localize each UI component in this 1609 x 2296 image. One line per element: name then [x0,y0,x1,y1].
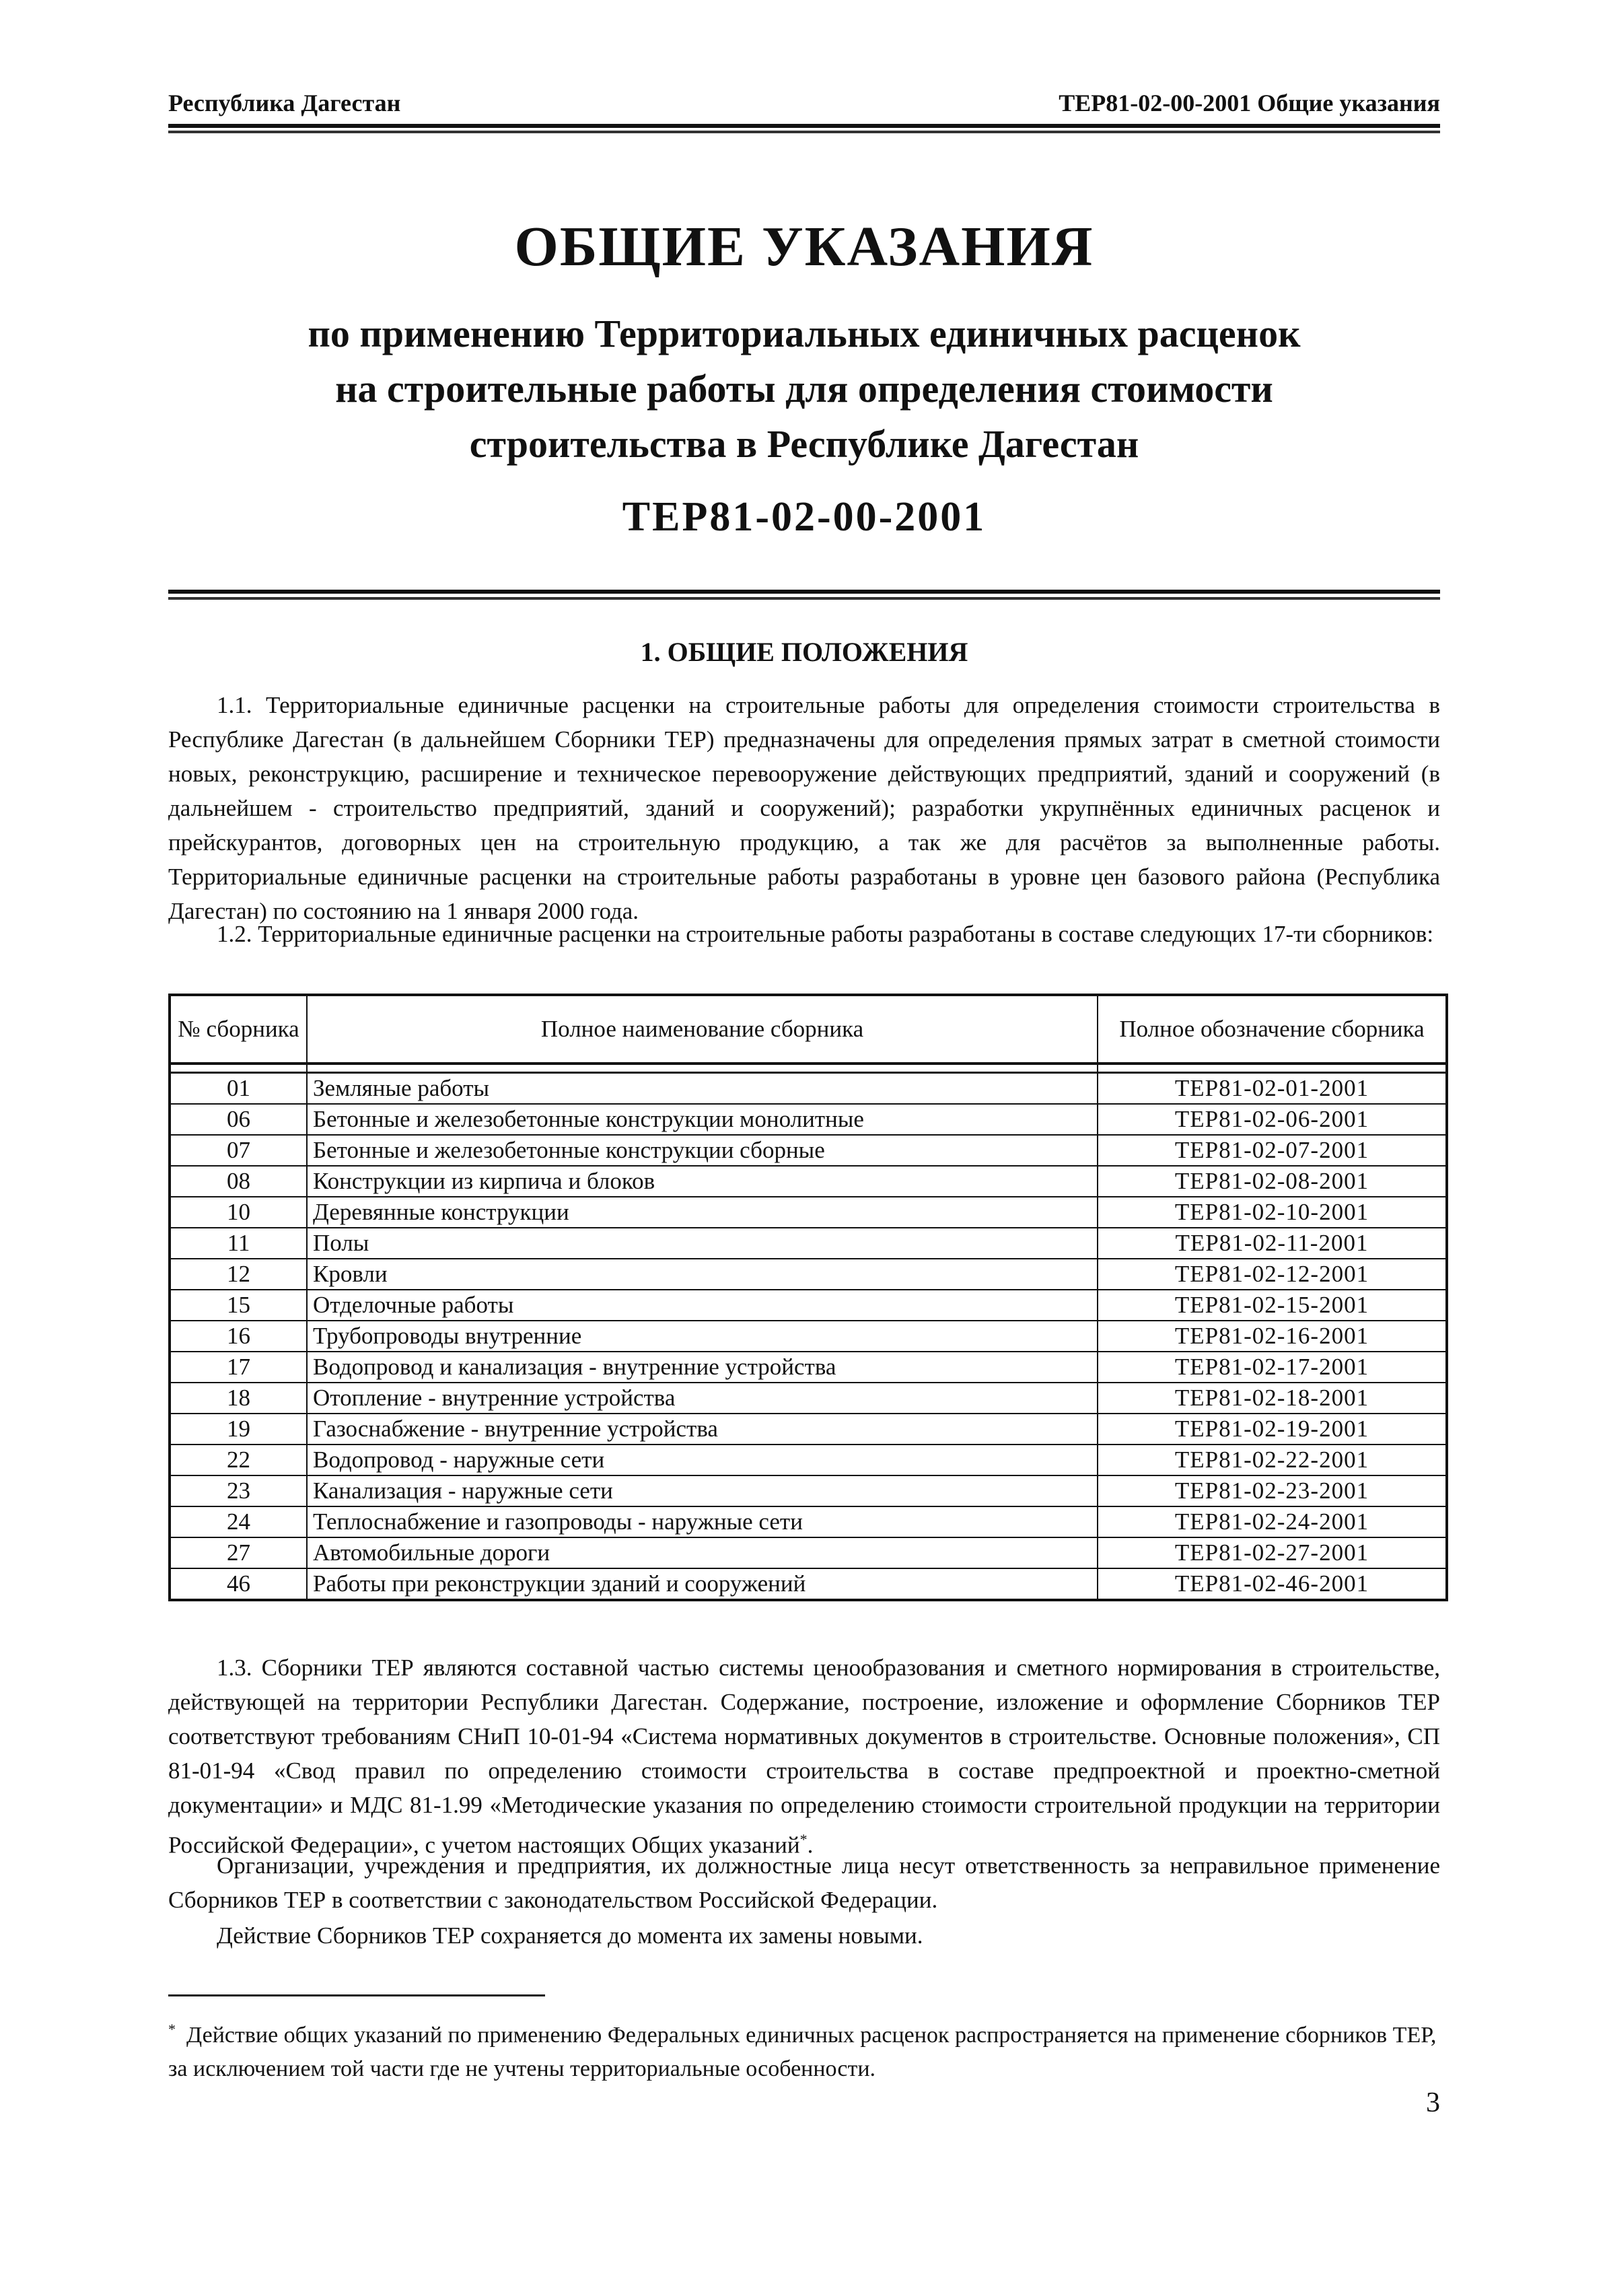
header-collection-code: Полное обозначение сборника [1098,995,1447,1064]
document-subtitle [168,306,1440,472]
table-row [170,1445,1447,1475]
subtitle-line-2: на строительные работы для определения стоимости [335,367,1273,411]
table-row [170,1259,1447,1290]
header-region: Республика Дагестан [168,90,401,116]
cell-collection-name: Бетонные и железобетонные конструкции монолитные [307,1104,1098,1135]
title-rule-secondary [168,597,1440,600]
cell-collection-name: Деревянные конструкции [307,1197,1098,1228]
title-rule [168,590,1440,594]
paragraph-validity: Действие Сборников ТЕР сохраняется до момента их замены новыми. [217,1922,923,1949]
paragraph-1-3-end: . [807,1832,814,1858]
section-heading: 1. ОБЩИЕ ПОЛОЖЕНИЯ [640,637,968,667]
footnote-mark: * [168,2021,176,2038]
paragraph-1-2: 1.2. Территориальные единичные расценки на строительные работы разработаны в составе следующих 17-ти сборников: [217,921,1434,947]
table-row [170,1568,1447,1600]
cell-collection-code: ТЕР81-02-01-2001 [1098,1073,1447,1105]
cell-collection-code: ТЕР81-02-07-2001 [1098,1135,1447,1166]
paragraph-1-3 [168,1650,1440,1863]
cell-collection-number: 01 [170,1073,307,1105]
table-row [170,1506,1447,1537]
cell-collection-name: Автомобильные дороги [307,1537,1098,1568]
document-code-title: ТЕР81-02-00-2001 [622,494,987,540]
paragraph-1-3-text: 1.3. Сборники ТЕР являются составной частью системы ценообразования и сметного нормирования в строительстве, действующей на территории Республики Дагестан. Содержание, построение, изложение и оформление Сборников ТЕР соответствуют требованиям СНиП 10-01-94 «Система нормативных документов в строительстве. Основные положения», СП 81-01-94 «Свод правил по определению стоимости строительства в составе предпроектной и проектно-сметной документации» и МДС 81-1.99 «Методические указания по определению стоимости строительной продукции на территории Российской Федерации», с учетом настоящих Общих указаний [168,1655,1440,1858]
cell-collection-number: 15 [170,1290,307,1321]
table-row [170,1414,1447,1445]
cell-collection-code: ТЕР81-02-12-2001 [1098,1259,1447,1290]
cell-collection-name: Бетонные и железобетонные конструкции сборные [307,1135,1098,1166]
cell-collection-code: ТЕР81-02-15-2001 [1098,1290,1447,1321]
table-row [170,1166,1447,1197]
footnote-text: Действие общих указаний по применению Федеральных единичных расценок распространяется на применение сборников ТЕР, за исключением той части где не учтены территориальные особенности. [168,2023,1437,2082]
running-header [168,89,1440,117]
header-document-code: ТЕР81-02-00-2001 Общие указания [1059,90,1440,116]
cell-collection-number: 12 [170,1259,307,1290]
cell-collection-code: ТЕР81-02-24-2001 [1098,1506,1447,1537]
paragraph-responsibility: Организации, учреждения и предприятия, их должностные лица несут ответственность за неправильное применение Сборников ТЕР в соответствии с законодательством Российской Федерации. [168,1852,1440,1913]
cell-collection-name: Отопление - внутренние устройства [307,1383,1098,1414]
table-row [170,1104,1447,1135]
header-rule-secondary [168,131,1440,133]
cell-collection-code: ТЕР81-02-10-2001 [1098,1197,1447,1228]
cell-collection-code: ТЕР81-02-19-2001 [1098,1414,1447,1445]
cell-collection-name: Водопровод и канализация - внутренние устройства [307,1352,1098,1383]
cell-collection-number: 10 [170,1197,307,1228]
cell-collection-code: ТЕР81-02-18-2001 [1098,1383,1447,1414]
cell-collection-number: 08 [170,1166,307,1197]
cell-collection-name: Земляные работы [307,1073,1098,1105]
table-row [170,1537,1447,1568]
document-title: ОБЩИЕ УКАЗАНИЯ [514,215,1094,278]
cell-collection-code: ТЕР81-02-46-2001 [1098,1568,1447,1600]
footnote-reference: * [799,1831,808,1848]
table-body [170,1064,1447,1600]
footnote [168,2013,1440,2086]
header-collection-number: № сборника [170,995,307,1064]
cell-collection-number: 46 [170,1568,307,1600]
header-collection-name: Полное наименование сборника [307,995,1098,1064]
cell-collection-number: 11 [170,1228,307,1259]
cell-collection-name: Конструкции из кирпича и блоков [307,1166,1098,1197]
paragraph-1-1: 1.1. Территориальные единичные расценки на строительные работы для определения стоимости строительства в Республике Дагестан (в дальнейшем Сборники ТЕР) предназначены для определения прямых затрат в сметной стоимости новых, реконструкцию, расширение и техническое перевооружение действующих предприятий, зданий и сооружений (в дальнейшем - строительство предприятий, зданий и сооружений); разработки укрупнённых единичных расценок и прейскурантов, договорных цен на строительную продукцию, а так же для расчётов за выполненные работы. Территориальные единичные расценки на строительные работы разработаны в уровне цен базового района (Республика Дагестан) по состоянию на 1 января 2000 года. [168,692,1440,924]
subtitle-line-1: по применению Территориальных единичных расценок [308,312,1301,355]
table-row [170,1135,1447,1166]
table-row [170,1352,1447,1383]
table-row [170,1197,1447,1228]
cell-collection-name: Отделочные работы [307,1290,1098,1321]
cell-collection-name: Кровли [307,1259,1098,1290]
table-header-row [170,995,1447,1064]
cell-collection-code: ТЕР81-02-11-2001 [1098,1228,1447,1259]
cell-collection-number: 19 [170,1414,307,1445]
table-row [170,1290,1447,1321]
table-row [170,1475,1447,1506]
cell-collection-name: Газоснабжение - внутренние устройства [307,1414,1098,1445]
cell-collection-name: Работы при реконструкции зданий и сооружений [307,1568,1098,1600]
cell-collection-code: ТЕР81-02-16-2001 [1098,1321,1447,1352]
cell-collection-code: ТЕР81-02-17-2001 [1098,1352,1447,1383]
table-spacer-row [170,1064,1447,1073]
table-row [170,1228,1447,1259]
cell-collection-number: 17 [170,1352,307,1383]
cell-collection-number: 18 [170,1383,307,1414]
cell-collection-name: Водопровод - наружные сети [307,1445,1098,1475]
cell-collection-number: 07 [170,1135,307,1166]
cell-collection-name: Теплоснабжение и газопроводы - наружные сети [307,1506,1098,1537]
cell-collection-number: 22 [170,1445,307,1475]
subtitle-line-3: строительства в Республике Дагестан [469,422,1139,466]
table-row [170,1321,1447,1352]
collections-table [168,994,1448,1601]
cell-collection-code: ТЕР81-02-22-2001 [1098,1445,1447,1475]
table-row [170,1073,1447,1105]
cell-collection-number: 06 [170,1104,307,1135]
cell-collection-number: 27 [170,1537,307,1568]
cell-collection-name: Полы [307,1228,1098,1259]
cell-collection-code: ТЕР81-02-27-2001 [1098,1537,1447,1568]
cell-collection-number: 24 [170,1506,307,1537]
header-rule [168,124,1440,128]
table-row [170,1383,1447,1414]
cell-collection-name: Канализация - наружные сети [307,1475,1098,1506]
footnote-separator [168,1994,545,1996]
cell-collection-code: ТЕР81-02-06-2001 [1098,1104,1447,1135]
cell-collection-number: 23 [170,1475,307,1506]
page-number: 3 [1426,2087,1440,2118]
cell-collection-code: ТЕР81-02-08-2001 [1098,1166,1447,1197]
cell-collection-code: ТЕР81-02-23-2001 [1098,1475,1447,1506]
cell-collection-number: 16 [170,1321,307,1352]
cell-collection-name: Трубопроводы внутренние [307,1321,1098,1352]
